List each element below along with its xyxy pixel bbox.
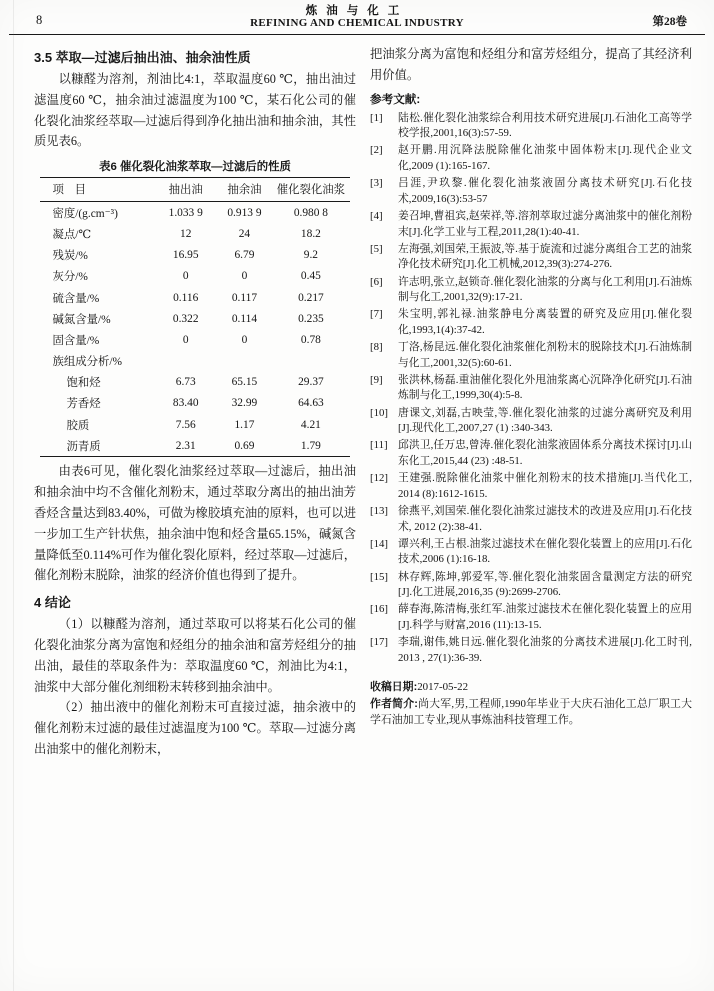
reference-item	[370, 340, 692, 371]
reference-number: [11]	[370, 439, 388, 452]
table-row	[40, 266, 349, 287]
table-cell-value: 0.913 9	[227, 206, 262, 219]
reference-item	[370, 438, 692, 469]
table-column-header: 项 目	[40, 178, 154, 202]
reference-text: 姜召坤,曹祖宾,赵荣祥,等.溶剂萃取过滤分离油浆中的催化剂粉末[J].化学工业与工程,2011,28(1):40-41.	[398, 209, 692, 238]
table-cell-value: 18.2	[300, 227, 321, 240]
table-6	[40, 177, 349, 457]
table-row-label: 饱和烃	[66, 377, 101, 390]
table-cell-value: 64.63	[298, 397, 324, 410]
reference-number: [16]	[370, 603, 388, 616]
conclusion-paragraph-1: （1）以糠醛为溶剂，通过萃取可以将某石化公司的催化裂化油浆分离为富饱和烃组分的抽余油和富芳烃组分的抽出油，最佳的萃取条件为：萃取温度60 ℃，剂油比为4:1，油浆中大部分催化剂细粉末转移到抽余油中。	[34, 617, 356, 694]
volume-label: 第28卷	[652, 16, 687, 28]
reference-item	[370, 176, 692, 207]
table-cell-value: 0.322	[172, 312, 199, 325]
table-row	[40, 245, 349, 266]
table-column-header: 催化裂化油浆	[272, 178, 349, 202]
section-3-5-title: 3.5 萃取—过滤后抽出油、抽余油性质	[34, 50, 251, 65]
author-bio-value: 尚大军,男,工程师,1990年毕业于大庆石油化工总厂职工大学石油加工专业,现从事炼油科技管理工作。	[370, 697, 692, 727]
reference-text: 唐课文,刘磊,古映莹,等.催化裂化油浆的过滤分离研究及利用[J].现代化工,2007,27 (1) :340-343.	[398, 406, 692, 435]
table-row-label: 芳香烃	[66, 398, 101, 411]
content-columns	[0, 35, 714, 760]
reference-item	[370, 307, 692, 338]
table-row	[40, 435, 349, 457]
right-column	[370, 44, 692, 760]
table-cell-value: 0	[182, 270, 189, 283]
table-cell-value: 7.56	[175, 418, 196, 431]
references-list	[370, 111, 692, 667]
reference-text: 陆松.催化裂化油浆综合利用技术研究进展[J].石油化工高等学校学报,2001,16(3):57-59.	[398, 111, 692, 140]
table-cell-value: 4.21	[300, 418, 321, 431]
reference-number: [15]	[370, 570, 388, 583]
reference-item	[370, 406, 692, 437]
table-cell-value: 32.99	[231, 397, 258, 410]
reference-item	[370, 143, 692, 174]
page-number: 8	[36, 13, 43, 27]
reference-number: [3]	[370, 177, 383, 190]
table-row-label: 族组成分析/%	[52, 356, 123, 369]
reference-number: [17]	[370, 636, 388, 649]
reference-item	[370, 570, 692, 601]
table-6-title: 表6 催化裂化油浆萃取—过滤后的性质	[99, 161, 291, 174]
table-cell-value	[272, 351, 349, 372]
table-row-label: 硫含量/%	[52, 292, 100, 305]
table-cell-value: 2.31	[175, 439, 196, 452]
received-date-value: 2017-05-22	[417, 681, 469, 694]
reference-item	[370, 275, 692, 306]
table-cell-value: 6.79	[234, 249, 255, 262]
reference-item	[370, 373, 692, 404]
table-cell-value: 0.980 8	[293, 206, 328, 219]
journal-title-cn: 炼油与化工	[305, 5, 409, 17]
reference-text: 吕涯,尹玖黎.催化裂化油浆液固分离技术研究[J].石化技术,2009,16(3):53-57	[398, 177, 692, 205]
reference-text: 丁洛,杨昆远.催化裂化油浆催化剂粉末的脱除技术[J].石油炼制与化工,2001,32(5):60-61.	[398, 341, 692, 369]
conclusion-paragraph-2: （2）抽出液中的催化剂粉末可直接过滤，抽余液中的催化剂粉末过滤的最佳过滤温度为100 ℃。萃取—过滤分离出油浆中的催化剂粉末，	[34, 700, 356, 756]
table-cell-value: 1.79	[300, 439, 321, 452]
table-cell-value: 83.40	[172, 397, 199, 410]
table-row-label: 碱氮含量/%	[52, 313, 111, 326]
reference-text: 朱宝明,郭礼禄.油浆静电分离装置的研究及应用[J].催化裂化,1993,1(4):37-42.	[398, 308, 692, 336]
table-cell-value: 1.17	[234, 418, 255, 431]
reference-text: 许志明,张立,赵锁奇.催化裂化油浆的分离与化工利用[J].石油炼制与化工,2001,32(9):17-21.	[398, 275, 692, 304]
reference-text: 李瑞,谢伟,姚日远.催化裂化油浆的分离技术进展[J].化工时刊, 2013 , 27(1):36-39.	[398, 636, 692, 664]
reference-text: 王建强.脱除催化油浆中催化剂粉末的技术措施[J].当代化工, 2014 (8):1612-1615.	[398, 472, 692, 500]
table-row-label: 胶质	[66, 419, 90, 432]
reference-number: [13]	[370, 504, 388, 517]
continuation-paragraph: 把油浆分离为富饱和烃组分和富芳烃组分，提高了其经济利用价值。	[370, 47, 692, 82]
table-cell-value: 0	[241, 333, 248, 346]
reference-number: [7]	[370, 308, 383, 321]
table-row-label: 沥青质	[66, 440, 101, 453]
received-date-label: 收稿日期:	[370, 681, 418, 694]
table-row-label: 灰分/%	[52, 271, 88, 284]
analysis-paragraph: 由表6可见，催化裂化油浆经过萃取—过滤后，抽出油和抽余油中均不含催化剂粉末，通过萃取分离出的抽出油芳香烃含量达到83.40%，可做为橡胶填充油的原料，也可以进一步加工生产针状焦，抽余油中饱和烃含量65.15%，碱氮含量降低至0.114%可作为催化裂化原料，经过萃取—过滤后，催化剂粉末脱除，油浆的经济价值也得到了提升。	[34, 464, 356, 583]
reference-number: [14]	[370, 537, 388, 550]
reference-text: 林存辉,陈坤,郭爱军,等.催化裂化油浆固含量测定方法的研究[J].化工进展,2016,35 (9):2699-2706.	[398, 570, 692, 599]
table-column-header: 抽出油	[155, 178, 217, 202]
table-cell-value: 0.114	[231, 312, 258, 325]
reference-number: [5]	[370, 242, 383, 255]
journal-title-en: REFINING AND CHEMICAL INDUSTRY	[250, 17, 464, 29]
reference-text: 徐燕平,刘国荣.催化裂化油浆过滤技术的改进及应用[J].石化技术, 2012 (2):38-41.	[398, 504, 692, 533]
reference-text: 赵开鹏.用沉降法脱除催化油浆中固体粉末[J].现代企业文化,2009 (1):165-167.	[398, 144, 692, 172]
reference-number: [4]	[370, 209, 383, 222]
table-row	[40, 223, 349, 244]
reference-number: [6]	[370, 275, 383, 288]
reference-item	[370, 242, 692, 273]
footer-info	[370, 679, 692, 728]
table-row	[40, 372, 349, 393]
reference-text: 薛春海,陈清梅,张红军.油浆过滤技术在催化裂化装置上的应用[J].科学与财富,2016 (11):13-15.	[398, 603, 692, 631]
table-row	[40, 414, 349, 435]
table-row	[40, 329, 349, 350]
table-cell-value: 0.235	[298, 312, 324, 325]
table-row-label: 密度/(g.cm⁻³)	[52, 207, 118, 220]
table-cell-value: 0.78	[300, 333, 321, 346]
table-cell-value: 0.69	[234, 439, 255, 452]
table-row	[40, 308, 349, 329]
table-row	[40, 202, 349, 224]
table-cell-value: 9.2	[303, 249, 319, 262]
table-row	[40, 287, 349, 308]
reference-text: 左海强,刘国荣,王振波,等.基于旋流和过滤分离组合工艺的油浆净化技术研究[J].化工机械,2012,39(3):274-276.	[398, 242, 692, 271]
author-bio-label: 作者简介:	[370, 697, 418, 710]
reference-text: 张洪林,杨磊.重油催化裂化外甩油浆离心沉降净化研究[J].石油炼制与化工,1999,30(4):5-8.	[398, 373, 692, 402]
table-cell-value: 1.033 9	[168, 206, 203, 219]
reference-item	[370, 111, 692, 142]
page-header	[0, 0, 714, 31]
left-column	[34, 44, 356, 760]
table-cell-value: 0	[241, 270, 248, 283]
reference-item	[370, 537, 692, 568]
table-row-label: 残炭/%	[52, 250, 88, 263]
reference-number: [1]	[370, 111, 383, 124]
table-cell-value	[217, 351, 273, 372]
references-heading: 参考文献:	[370, 92, 421, 106]
table-cell-value: 0.45	[300, 270, 321, 283]
scan-edge-line	[13, 0, 14, 991]
author-bio-row	[370, 696, 692, 729]
reference-number: [10]	[370, 406, 388, 419]
reference-number: [2]	[370, 144, 383, 157]
table-row	[40, 393, 349, 414]
table-cell-value: 65.15	[231, 376, 258, 389]
section-4-title: 4 结论	[34, 595, 71, 611]
received-date-row	[370, 679, 692, 695]
reference-text: 邱洪卫,任万忠,曾涛.催化裂化油浆液固体系分离技术探讨[J].山东化工,2015,44 (23) :48-51.	[398, 439, 692, 467]
table-header-row	[40, 178, 349, 202]
table-row-label: 凝点/℃	[52, 228, 92, 241]
reference-item	[370, 504, 692, 535]
reference-number: [12]	[370, 472, 388, 485]
table-cell-value: 16.95	[172, 249, 199, 262]
table-cell-value	[155, 351, 217, 372]
table-cell-value: 29.37	[298, 376, 324, 389]
reference-item	[370, 471, 692, 502]
reference-text: 谭兴利,王占根.油浆过滤技术在催化裂化装置上的应用[J].石化技术,2006 (1):16-18.	[398, 537, 692, 566]
reference-number: [8]	[370, 341, 383, 354]
table-cell-value: 24	[238, 227, 251, 240]
table-cell-value: 0.117	[231, 291, 258, 304]
table-row	[40, 351, 349, 372]
section-3-5-paragraph: 以糠醛为溶剂，剂油比4:1，萃取温度60 ℃，抽出油过滤温度60 ℃，抽余油过滤温度为100 ℃，某石化公司的催化裂化油浆经萃取—过滤后得到净化抽出油和抽余油，其性质见表6。	[34, 72, 356, 149]
table-cell-value: 0	[182, 333, 189, 346]
reference-item	[370, 209, 692, 240]
table-row-label: 固含量/%	[52, 334, 100, 347]
table-cell-value: 12	[180, 227, 192, 240]
reference-item	[370, 602, 692, 633]
reference-item	[370, 635, 692, 666]
reference-number: [9]	[370, 373, 383, 386]
table-cell-value: 6.73	[175, 376, 196, 389]
table-column-header: 抽余油	[217, 178, 273, 202]
table-cell-value: 0.116	[173, 291, 199, 304]
table-cell-value: 0.217	[298, 291, 324, 304]
